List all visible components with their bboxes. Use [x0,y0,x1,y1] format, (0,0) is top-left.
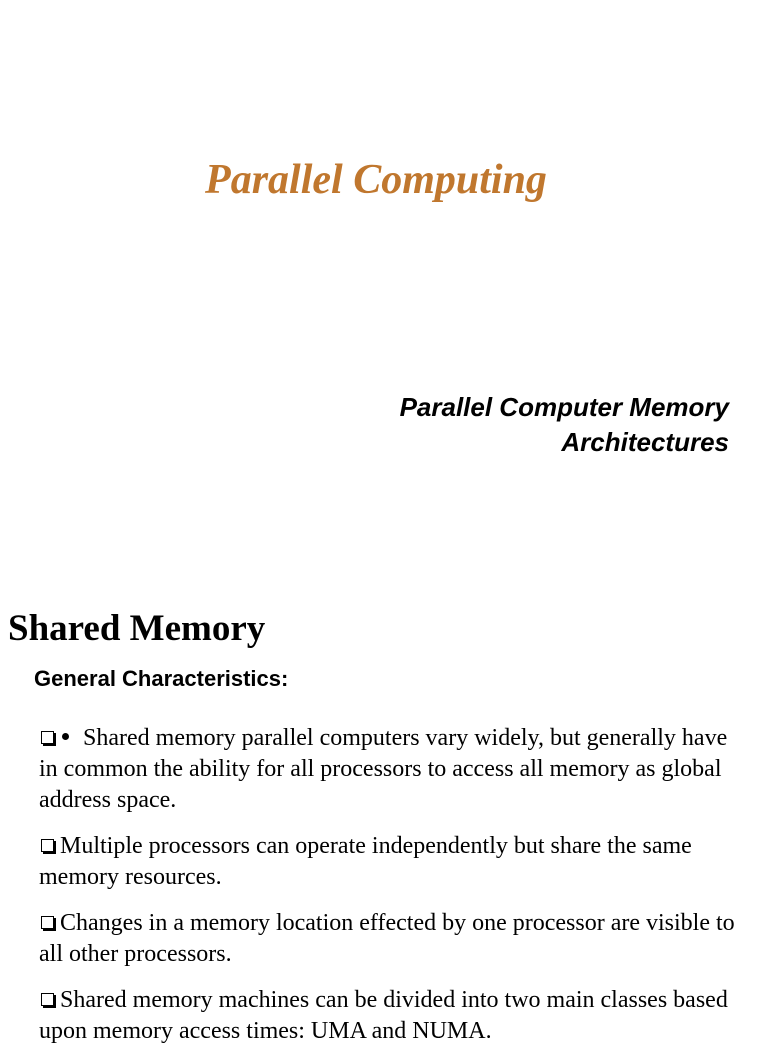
checkbox-square-icon [41,916,54,929]
list-item [39,831,739,893]
page-subtitle [229,390,729,460]
list-item [39,985,739,1047]
list-item-text: Changes in a memory location effected by one processor are visible to all other processors. [39,910,735,967]
list-item-text: Multiple processors can operate independently but share the same memory resources. [39,833,692,890]
checkbox-square-icon [41,839,54,852]
bullet-dot-icon [62,733,69,740]
list-item [39,908,739,970]
page-title: Parallel Computing [205,157,547,203]
list-item [39,723,739,816]
section-subheading: General Characteristics: [34,666,289,691]
subtitle-line-1: Parallel Computer Memory [399,392,729,422]
subtitle-line-2: Architectures [561,427,729,457]
checkbox-square-icon [41,731,54,744]
list-item-text: Shared memory machines can be divided into two main classes based upon memory access times: UMA and NUMA. [39,987,728,1044]
list-item-text: Shared memory parallel computers vary widely, but generally have in common the ability for all processors to access all memory as global address space. [39,725,728,813]
characteristics-list [39,723,739,1062]
checkbox-square-icon [41,993,54,1006]
section-heading: Shared Memory [8,608,266,649]
